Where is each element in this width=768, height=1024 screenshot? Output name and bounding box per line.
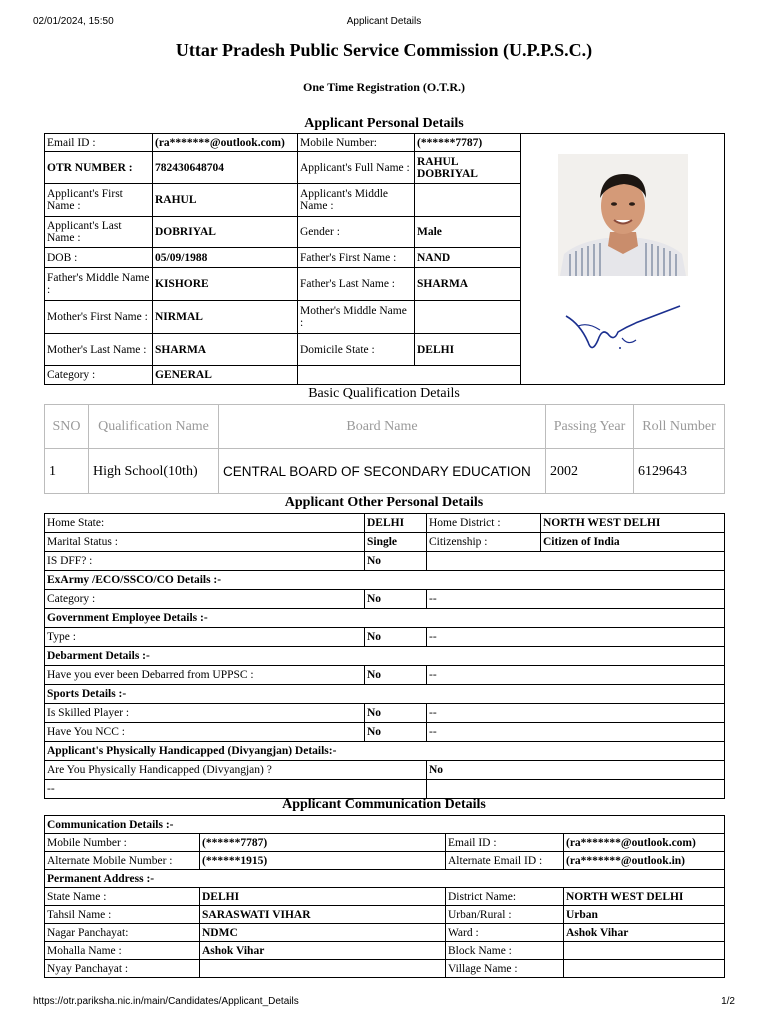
permanent-address-heading: Permanent Address :- [45,870,725,888]
comm-mobile-label: Mobile Number : [45,834,200,852]
last-name-label: Applicant's Last Name : [45,217,153,248]
gender-label: Gender : [298,217,415,248]
father-last-label: Father's Last Name : [298,268,415,301]
applicant-photo [558,154,688,276]
ward-value: Ashok Vihar [564,924,725,942]
mobile-label: Mobile Number: [298,134,415,152]
block-value [564,942,725,960]
mother-first-label: Mother's First Name : [45,301,153,334]
qual-year: 2002 [546,449,634,494]
father-first-label: Father's First Name : [298,248,415,268]
first-name-label: Applicant's First Name : [45,184,153,217]
ph-extra-spacer [427,780,725,799]
citizenship-value: Citizen of India [541,533,725,552]
print-datetime: 02/01/2024, 15:50 [33,16,114,27]
comm-email-value: (ra*******@outlook.com) [564,834,725,852]
state-value: DELHI [200,888,446,906]
other-section-title: Applicant Other Personal Details [284,495,484,510]
table-row [45,449,725,494]
debar-value: No [365,666,427,685]
marital-value: Single [365,533,427,552]
otr-value: 782430648704 [153,152,298,184]
ncc-label: Have You NCC : [45,723,365,742]
govt-type-value: No [365,628,427,647]
district-value: NORTH WEST DELHI [564,888,725,906]
last-name-value: DOBRIYAL [153,217,298,248]
village-value [564,960,725,978]
document-subtitle: One Time Registration (O.T.R.) [303,80,465,94]
communication-section-title: Applicant Communication Details [282,797,486,812]
debar-heading: Debarment Details :- [45,647,725,666]
ward-label: Ward : [446,924,564,942]
personal-section-title: Applicant Personal Details [304,116,464,131]
alt-mobile-label: Alternate Mobile Number : [45,852,200,870]
father-first-value: NAND [415,248,521,268]
qualification-section-title: Basic Qualification Details [308,386,460,401]
qualification-table [44,404,725,494]
mobile-value: (******7787) [415,134,521,152]
email-label: Email ID : [45,134,153,152]
mother-last-label: Mother's Last Name : [45,334,153,366]
govt-type-label: Type : [45,628,365,647]
ncc-extra: -- [427,723,725,742]
village-label: Village Name : [446,960,564,978]
qual-header-board: Board Name [219,405,546,449]
tahsil-value: SARASWATI VIHAR [200,906,446,924]
citizenship-label: Citizenship : [427,533,541,552]
full-name-label: Applicant's Full Name : [298,152,415,184]
qual-header-name: Qualification Name [89,405,219,449]
mohalla-label: Mohalla Name : [45,942,200,960]
ncc-value: No [365,723,427,742]
ph-extra: -- [45,780,427,799]
marital-label: Marital Status : [45,533,365,552]
email-value: (ra*******@outlook.com) [153,134,298,152]
exarmy-heading: ExArmy /ECO/SSCO/CO Details :- [45,571,725,590]
tahsil-label: Tahsil Name : [45,906,200,924]
home-district-value: NORTH WEST DELHI [541,514,725,533]
full-name-value: RAHUL DOBRIYAL [415,152,521,184]
skilled-extra: -- [427,704,725,723]
mother-first-value: NIRMAL [153,301,298,334]
skilled-value: No [365,704,427,723]
skilled-label: Is Skilled Player : [45,704,365,723]
qual-header-year: Passing Year [546,405,634,449]
home-state-value: DELHI [365,514,427,533]
dob-label: DOB : [45,248,153,268]
nyay-label: Nyay Panchayat : [45,960,200,978]
ph-value: No [427,761,725,780]
dff-value: No [365,552,427,571]
exarmy-category-label: Category : [45,590,365,609]
dff-spacer [427,552,725,571]
govt-type-extra: -- [427,628,725,647]
urban-label: Urban/Rural : [446,906,564,924]
photo-signature-cell [521,134,725,385]
personal-details-table [44,133,725,385]
qual-header-sno: SNO [45,405,89,449]
qual-name: High School(10th) [89,449,219,494]
father-last-value: SHARMA [415,268,521,301]
mohalla-value: Ashok Vihar [200,942,446,960]
sports-heading: Sports Details :- [45,685,725,704]
alt-email-label: Alternate Email ID : [446,852,564,870]
exarmy-category-extra: -- [427,590,725,609]
block-label: Block Name : [446,942,564,960]
home-district-label: Home District : [427,514,541,533]
category-label: Category : [45,366,153,385]
document-title: Uttar Pradesh Public Service Commission (U.P.P.S.C.) [175,40,593,60]
mother-middle-value [415,301,521,334]
urban-value: Urban [564,906,725,924]
category-spacer [298,366,521,385]
state-label: State Name : [45,888,200,906]
alt-email-value: (ra*******@outlook.in) [564,852,725,870]
comm-heading: Communication Details :- [45,816,725,834]
domicile-label: Domicile State : [298,334,415,366]
district-label: District Name: [446,888,564,906]
applicant-signature [558,302,688,362]
middle-name-label: Applicant's Middle Name : [298,184,415,217]
print-page-title: Applicant Details [346,16,422,27]
home-state-label: Home State: [45,514,365,533]
nagar-value: NDMC [200,924,446,942]
gender-value: Male [415,217,521,248]
mother-middle-label: Mother's Middle Name : [298,301,415,334]
qual-board: CENTRAL BOARD OF SECONDARY EDUCATION [219,449,546,494]
qual-sno: 1 [45,449,89,494]
middle-name-value [415,184,521,217]
print-page-number: 1/2 [721,996,735,1007]
exarmy-category-value: No [365,590,427,609]
father-middle-value: KISHORE [153,268,298,301]
comm-mobile-value: (******7787) [200,834,446,852]
mother-last-value: SHARMA [153,334,298,366]
other-details-table [44,513,725,799]
communication-table [44,815,725,978]
ph-label: Are You Physically Handicapped (Divyangjan) ? [45,761,427,780]
qual-roll: 6129643 [634,449,725,494]
dob-value: 05/09/1988 [153,248,298,268]
dff-label: IS DFF? : [45,552,365,571]
govt-heading: Government Employee Details :- [45,609,725,628]
ph-heading: Applicant's Physically Handicapped (Divyangjan) Details:- [45,742,725,761]
print-url: https://otr.pariksha.nic.in/main/Candidates/Applicant_Details [33,996,299,1007]
comm-email-label: Email ID : [446,834,564,852]
nagar-label: Nagar Panchayat: [45,924,200,942]
father-middle-label: Father's Middle Name : [45,268,153,301]
domicile-value: DELHI [415,334,521,366]
category-value: GENERAL [153,366,298,385]
qual-header-roll: Roll Number [634,405,725,449]
debar-extra: -- [427,666,725,685]
nyay-value [200,960,446,978]
otr-label: OTR NUMBER : [45,152,153,184]
first-name-value: RAHUL [153,184,298,217]
debar-label: Have you ever been Debarred from UPPSC : [45,666,365,685]
alt-mobile-value: (******1915) [200,852,446,870]
